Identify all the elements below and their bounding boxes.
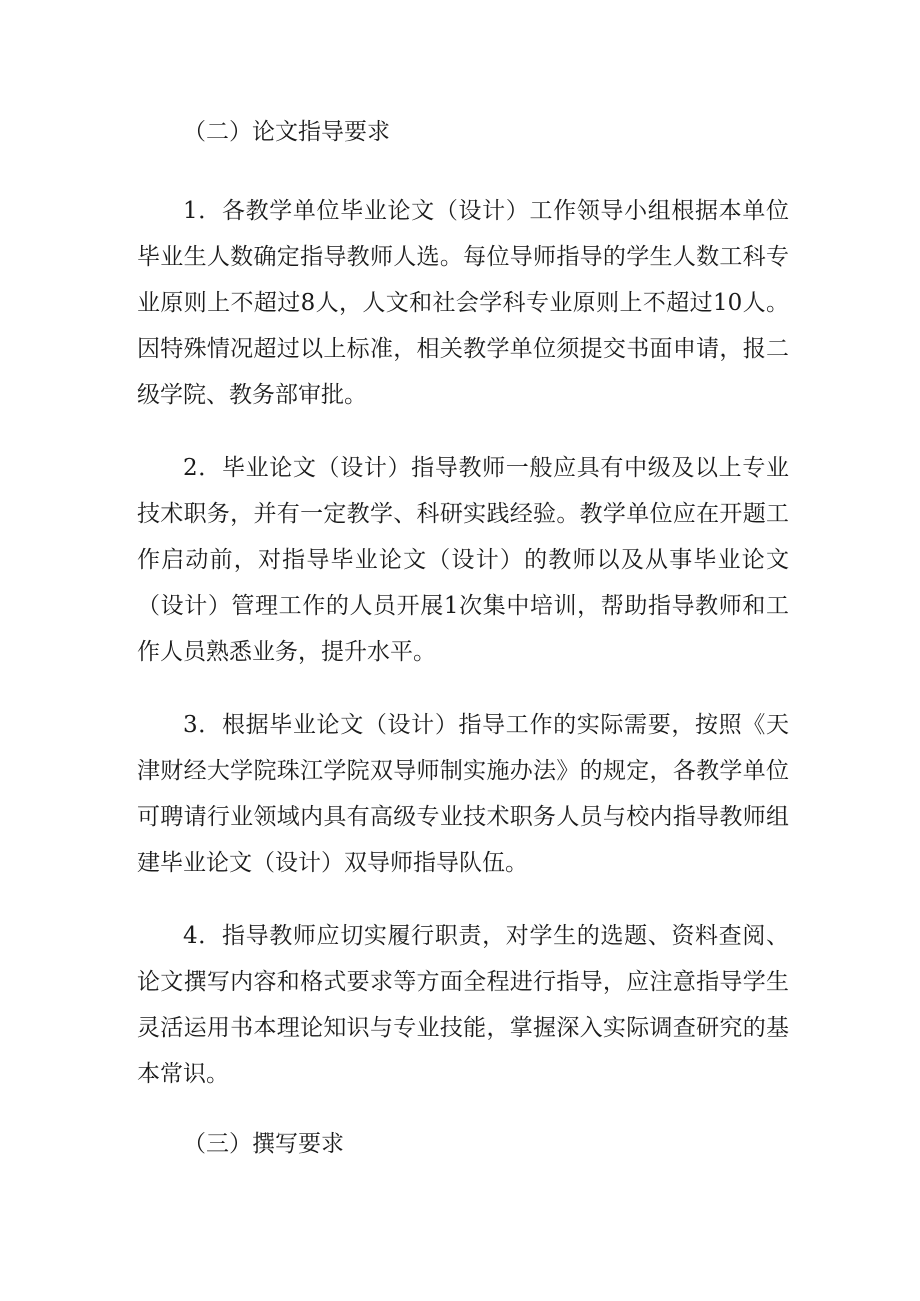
paragraph-item-2: 2．毕业论文（设计）指导教师一般应具有中级及以上专业技术职务，并有一定教学、科研实践经验。教学单位应在开题工作启动前，对指导毕业论文（设计）的教师以及从事毕业论文（设计）管理工作的人员开展1次集中培训，帮助指导教师和工作人员熟悉业务，提升水平。 <box>137 455 789 665</box>
paragraph-item-3: 3．根据毕业论文（设计）指导工作的实际需要，按照《天津财经大学院珠江学院双导师制实施办法》的规定，各教学单位可聘请行业领域内具有高级专业技术职务人员与校内指导教师组建毕业论文（设计）双导师指导队伍。 <box>137 712 789 876</box>
spacer <box>137 1097 789 1124</box>
spacer <box>137 418 789 445</box>
section-heading-2: （二）论文指导要求 <box>183 119 390 145</box>
spacer <box>137 675 789 702</box>
paragraph-item-1: 1．各教学单位毕业论文（设计）工作领导小组根据本单位毕业生人数确定指导教师人选。每位导师指导的学生人数工科专业原则上不超过8人，人文和社会学科专业原则上不超过10人。因特殊情况超过以上标准，相关教学单位须提交书面申请，报二级学院、教务部审批。 <box>137 198 789 408</box>
document-body <box>137 112 789 1164</box>
section-heading-3: （三）撰写要求 <box>183 1131 344 1157</box>
spacer <box>137 152 789 188</box>
spacer <box>137 886 789 913</box>
paragraph-item-4: 4．指导教师应切实履行职责，对学生的选题、资料查阅、论文撰写内容和格式要求等方面全程进行指导，应注意指导学生灵活运用书本理论知识与专业技能，掌握深入实际调查研究的基本常识。 <box>137 923 789 1087</box>
